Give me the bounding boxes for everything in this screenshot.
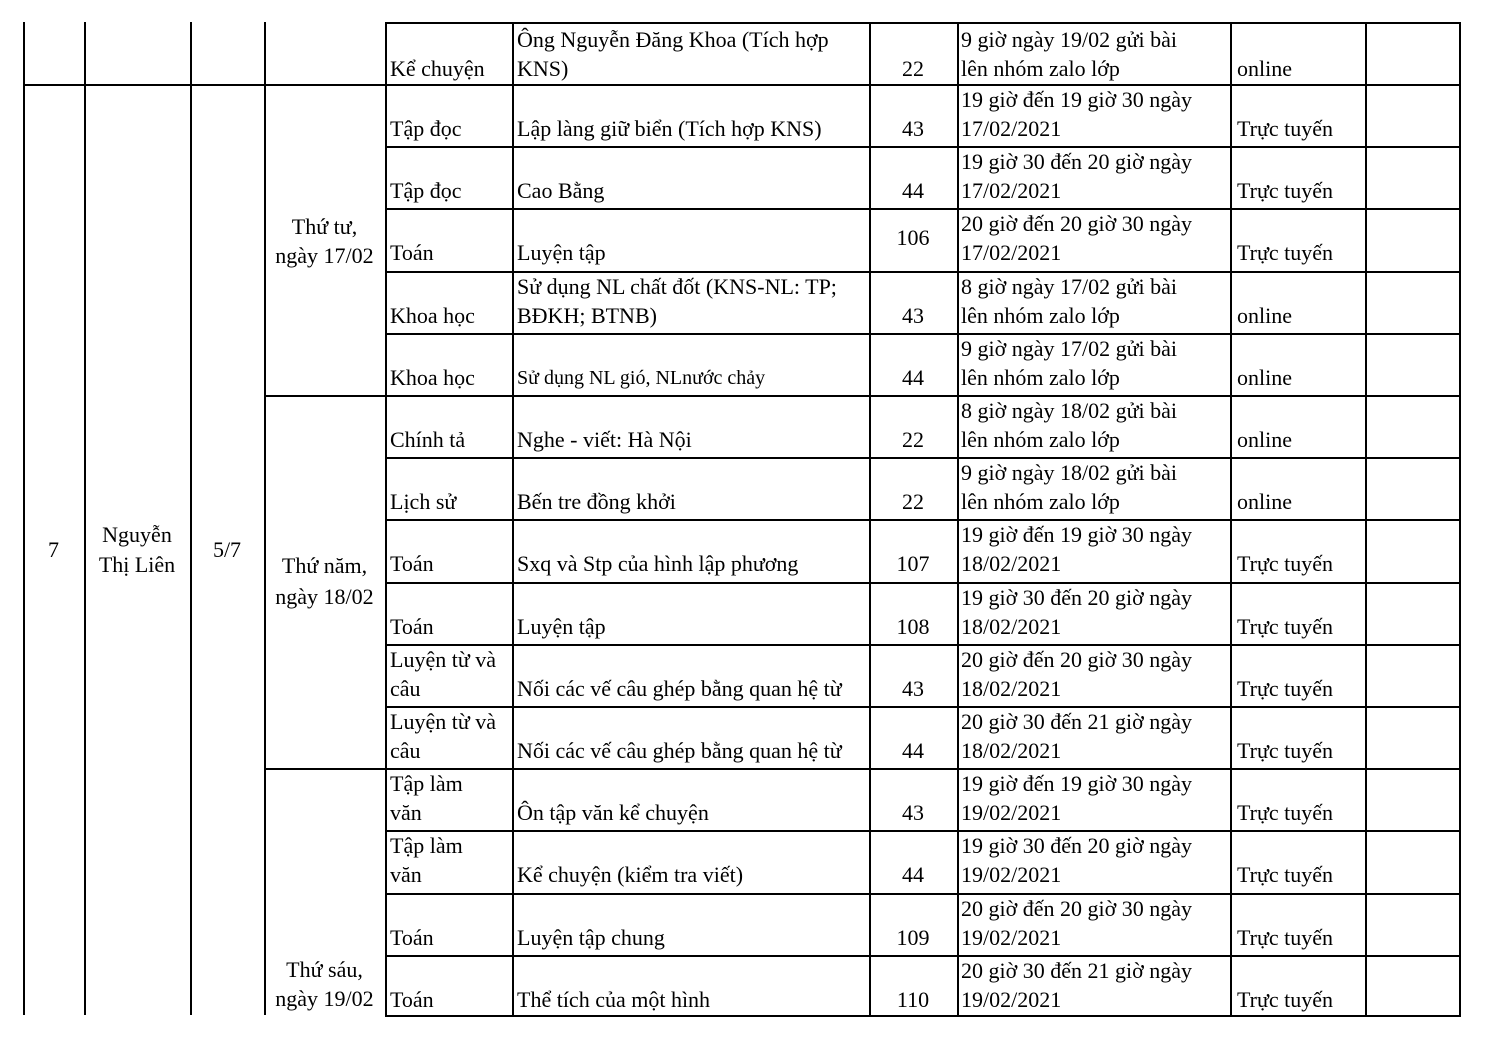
row-period: 22 bbox=[902, 489, 924, 515]
row-line-1 bbox=[385, 146, 1461, 148]
row-subject: văn bbox=[390, 862, 422, 888]
teacher-name-1: Nguyễn bbox=[102, 521, 172, 547]
row-period: 44 bbox=[902, 862, 924, 888]
row-period: 44 bbox=[902, 178, 924, 204]
row-line-7 bbox=[385, 519, 1461, 521]
row-time: 20 giờ 30 đến 21 giờ ngày bbox=[961, 957, 1193, 983]
row-time: 18/02/2021 bbox=[961, 613, 1062, 639]
day-sep-1 bbox=[264, 395, 385, 397]
row-subject: câu bbox=[390, 738, 421, 763]
row-line-12 bbox=[385, 830, 1461, 832]
row-form: Trực tuyến bbox=[1237, 800, 1334, 826]
row-subject: Toán bbox=[390, 240, 434, 266]
row-period: 44 bbox=[902, 738, 924, 763]
schedule-table bbox=[23, 22, 1460, 1016]
row-time: 19 giờ 30 đến 20 giờ ngày bbox=[961, 149, 1193, 175]
row-subject: Luyện từ và bbox=[390, 709, 497, 734]
row-time: 19/02/2021 bbox=[961, 800, 1062, 826]
row-lesson: Nghe - viết: Hà Nội bbox=[517, 427, 692, 452]
row-lesson: Ôn tập văn kể chuyện bbox=[517, 800, 709, 826]
row-subject: Chính tả bbox=[390, 427, 466, 452]
row-time: lên nhóm zalo lớp bbox=[961, 489, 1120, 515]
row-form: Trực tuyến bbox=[1237, 986, 1334, 1012]
row-lesson: Kể chuyện (kiểm tra viết) bbox=[517, 862, 744, 888]
row-subject: Khoa học bbox=[390, 302, 475, 328]
row-time: 9 giờ ngày 17/02 gửi bài bbox=[961, 335, 1178, 361]
row-period: 108 bbox=[896, 613, 930, 639]
row-time: 19/02/2021 bbox=[961, 924, 1062, 950]
row-lesson: Bến tre đồng khởi bbox=[517, 489, 676, 515]
teacher-stt: 7 bbox=[48, 536, 59, 562]
row-time: 17/02/2021 bbox=[961, 240, 1062, 266]
top-row-subject: Kể chuyện bbox=[390, 56, 485, 81]
row-time: 18/02/2021 bbox=[961, 738, 1062, 763]
row-time: 19 giờ đến 19 giờ 30 ngày bbox=[961, 522, 1193, 548]
row-period: 43 bbox=[902, 302, 924, 328]
row-form: Trực tuyến bbox=[1237, 675, 1334, 701]
row-line-6 bbox=[385, 457, 1461, 459]
row-form: Trực tuyến bbox=[1237, 178, 1334, 204]
row-lesson: Luyện tập bbox=[517, 240, 606, 266]
row-lesson: Sxq và Stp của hình lập phương bbox=[517, 551, 799, 577]
day-fri-2: ngày 19/02 bbox=[275, 986, 374, 1011]
row-line-14 bbox=[385, 955, 1461, 957]
row-line-4 bbox=[385, 333, 1461, 335]
row-subject: Khoa học bbox=[390, 364, 475, 390]
teacher-name-2: Thị Liên bbox=[98, 551, 176, 577]
row-period: 43 bbox=[902, 116, 924, 141]
top-row-form: online bbox=[1237, 56, 1292, 81]
bottom-border bbox=[385, 1015, 1461, 1017]
row-subject: Toán bbox=[390, 986, 434, 1012]
row-form: Trực tuyến bbox=[1237, 116, 1334, 141]
row-time: 19 giờ đến 19 giờ 30 ngày bbox=[961, 87, 1193, 112]
row-line-10 bbox=[385, 706, 1461, 708]
row-time: 17/02/2021 bbox=[961, 116, 1062, 141]
row-subject: Tập làm bbox=[390, 833, 463, 859]
row-subject: văn bbox=[390, 800, 422, 826]
row-period: 22 bbox=[902, 427, 924, 452]
teacher-class: 5/7 bbox=[212, 536, 242, 562]
row-form: Trực tuyến bbox=[1237, 551, 1334, 577]
row-lesson: Cao Bằng bbox=[517, 178, 605, 204]
row-time: 18/02/2021 bbox=[961, 675, 1062, 701]
row-lesson: Nối các vế câu ghép bằng quan hệ từ bbox=[517, 738, 842, 763]
row-time: 20 giờ đến 20 giờ 30 ngày bbox=[961, 211, 1193, 237]
top-row-lesson-2: KNS) bbox=[517, 56, 569, 81]
row-lesson: Lập làng giữ biển (Tích hợp KNS) bbox=[517, 116, 822, 141]
row-lesson: Nối các vế câu ghép bằng quan hệ từ bbox=[517, 675, 842, 701]
row-subject: Tập làm bbox=[390, 771, 463, 797]
row-form: Trực tuyến bbox=[1237, 862, 1334, 888]
row-form: online bbox=[1237, 427, 1292, 452]
row-time: 20 giờ đến 20 giờ 30 ngày bbox=[961, 646, 1193, 672]
row-time: 18/02/2021 bbox=[961, 551, 1062, 577]
row-time: 19/02/2021 bbox=[961, 986, 1062, 1012]
row-time: 20 giờ 30 đến 21 giờ ngày bbox=[961, 709, 1193, 734]
row-line-9 bbox=[385, 644, 1461, 646]
row-subject: Toán bbox=[390, 551, 434, 577]
row-lesson: Sử dụng NL chất đốt (KNS-NL: TP; bbox=[517, 273, 837, 299]
row-form: Trực tuyến bbox=[1237, 924, 1334, 950]
row-period: 44 bbox=[902, 364, 924, 390]
row-form: Trực tuyến bbox=[1237, 240, 1334, 266]
col-line-0 bbox=[23, 22, 25, 1015]
row-line-13 bbox=[385, 893, 1461, 895]
row-line-2 bbox=[385, 208, 1461, 210]
row-time: lên nhóm zalo lớp bbox=[961, 427, 1120, 452]
day-sep-2 bbox=[264, 768, 385, 770]
row-period: 107 bbox=[896, 551, 930, 577]
col-line-1 bbox=[84, 22, 86, 1015]
row-period: 110 bbox=[896, 986, 930, 1012]
row-time: 19 giờ 30 đến 20 giờ ngày bbox=[961, 584, 1193, 610]
row-lesson: Luyện tập bbox=[517, 613, 606, 639]
row-time: 8 giờ ngày 18/02 gửi bài bbox=[961, 398, 1178, 423]
row-line-8 bbox=[385, 582, 1461, 584]
row-line-5 bbox=[385, 395, 1461, 397]
row-time: lên nhóm zalo lớp bbox=[961, 302, 1120, 328]
row-subject: Toán bbox=[390, 924, 434, 950]
row-form: online bbox=[1237, 364, 1292, 390]
row-lesson: Sử dụng NL gió, NLnước chảy bbox=[517, 366, 766, 389]
row-form: online bbox=[1237, 302, 1292, 328]
row-period: 43 bbox=[902, 675, 924, 701]
row-subject: Tập đọc bbox=[390, 178, 462, 204]
row-subject: Toán bbox=[390, 613, 434, 639]
row-period: 43 bbox=[902, 800, 924, 826]
row-line-11 bbox=[385, 768, 1461, 770]
row-lesson: Thể tích của một hình bbox=[517, 986, 711, 1012]
row-period: 109 bbox=[896, 924, 930, 950]
row-form: online bbox=[1237, 489, 1292, 515]
row-subject: Lịch sử bbox=[390, 489, 457, 515]
day-wed-1: Thứ tư, bbox=[291, 214, 358, 239]
top-row-time-1: 9 giờ ngày 19/02 gửi bài bbox=[961, 27, 1178, 52]
row-time: 9 giờ ngày 18/02 gửi bài bbox=[961, 460, 1178, 486]
top-row-period: 22 bbox=[902, 56, 924, 81]
row-time: 17/02/2021 bbox=[961, 178, 1062, 204]
top-border bbox=[385, 22, 1461, 24]
row-subject: câu bbox=[390, 675, 421, 701]
day-thu-1: Thứ năm, bbox=[281, 553, 368, 578]
row-time: 19 giờ 30 đến 20 giờ ngày bbox=[961, 833, 1193, 859]
row-lesson: Luyện tập chung bbox=[517, 924, 665, 950]
row-period: 106 bbox=[896, 225, 930, 251]
row-lesson: BĐKH; BTNB) bbox=[517, 302, 657, 328]
day-wed-2: ngày 17/02 bbox=[275, 243, 374, 268]
row-time: 19/02/2021 bbox=[961, 862, 1062, 888]
row-time: 8 giờ ngày 17/02 gửi bài bbox=[961, 273, 1178, 299]
day-thu-2: ngày 18/02 bbox=[275, 584, 374, 609]
row-time: 20 giờ đến 20 giờ 30 ngày bbox=[961, 895, 1193, 921]
row-form: Trực tuyến bbox=[1237, 738, 1334, 763]
day-fri-1: Thứ sáu, bbox=[286, 957, 363, 982]
row-form: Trực tuyến bbox=[1237, 613, 1334, 639]
col-line-3 bbox=[264, 22, 266, 1015]
row-time: lên nhóm zalo lớp bbox=[961, 364, 1120, 390]
top-row-time-2: lên nhóm zalo lớp bbox=[961, 56, 1120, 81]
col-line-2 bbox=[190, 22, 192, 1015]
top-row-lesson-1: Ông Nguyễn Đăng Khoa (Tích hợp bbox=[517, 27, 829, 52]
row-time: 19 giờ đến 19 giờ 30 ngày bbox=[961, 771, 1193, 797]
row-subject: Luyện từ và bbox=[390, 646, 497, 672]
row-line-top bbox=[23, 84, 1461, 86]
row-subject: Tập đọc bbox=[390, 116, 462, 141]
